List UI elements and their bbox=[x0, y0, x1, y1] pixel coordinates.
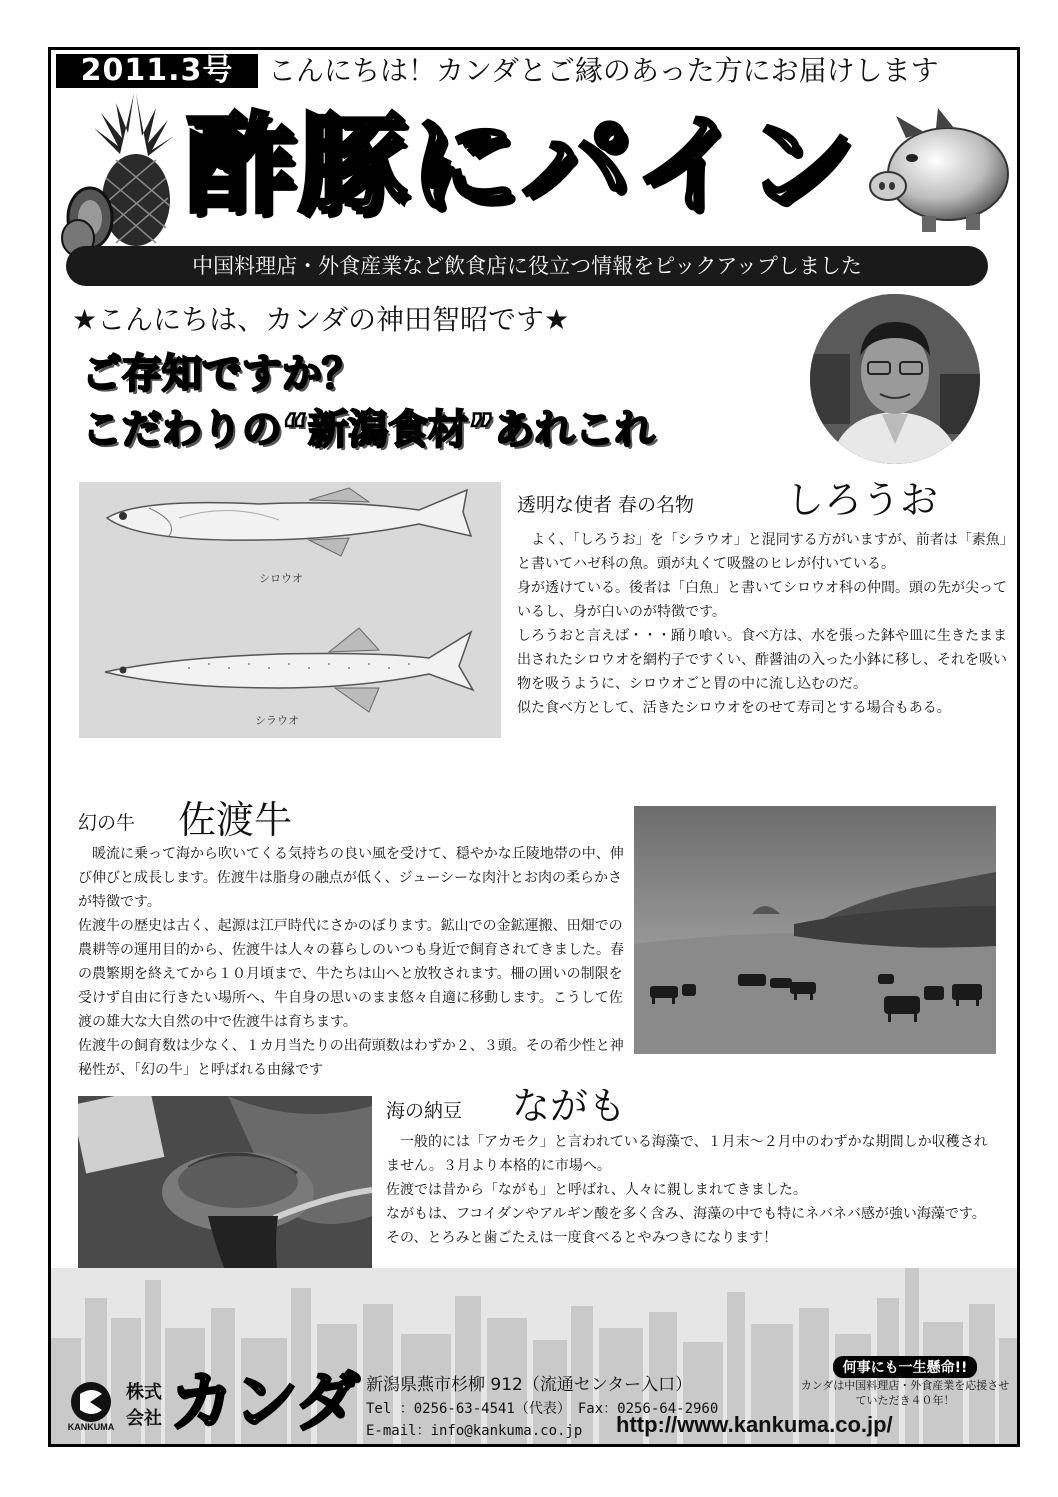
nagamo-title: ながも bbox=[512, 1084, 627, 1128]
shirouo-subtitle: 透明な使者 春の名物 bbox=[517, 494, 695, 516]
headline-2: こだわりの“新潟食材”あれこれ bbox=[82, 407, 655, 453]
kankuma-logo-text: KANKUMA bbox=[67, 1422, 115, 1432]
sadogyu-subtitle: 幻の牛 bbox=[78, 812, 136, 834]
newsletter-title: 酢豚にパイン bbox=[186, 103, 859, 228]
shirouo-paragraph: 身が透けている。後者は「白魚」と書いてシロウオ科の仲間。頭の先が尖っているし、身が白いのが特徴です。 bbox=[517, 580, 1007, 620]
fish-illustration bbox=[79, 482, 501, 738]
company-url-link[interactable]: http://www.kankuma.co.jp/ bbox=[616, 1412, 893, 1437]
fish-label-shirouo: シロウオ bbox=[259, 572, 303, 585]
sadogyu-paragraph: 暖流に乗って海から吹いてくる気持ちの良い風を受けて、穏やかな丘陵地帯の中、伸び伸びと成長します。佐渡牛は脂身の融点が低く、ジューシーな肉汁とお肉の柔らかさが特徴です。 bbox=[78, 846, 624, 910]
company-phone-fax: Tel ：0256-63-4541（代表） Fax：0256-64-2960 bbox=[366, 1401, 719, 1417]
shirouo-title: しろうお bbox=[786, 478, 939, 522]
cattle-photo bbox=[634, 806, 996, 1054]
headline-1: ご存知ですか？ bbox=[82, 351, 362, 397]
nagamo-photo bbox=[78, 1096, 372, 1276]
nagamo-paragraph: 一般的には「アカモク」と言われている海藻で、１月末～２月中のわずかな期間しか収穫されません。３月より本格的に市場へ。 bbox=[386, 1134, 988, 1174]
kabushiki-label: 株式 bbox=[126, 1382, 162, 1403]
shirouo-body bbox=[517, 528, 1007, 720]
sadogyu-paragraph: 佐渡牛の歴史は古く、起源は江戸時代にさかのぼります。鉱山での金鉱運搬、田畑での農耕等の運用目的から、佐渡牛は人々の暮らしのいつも身近で飼育されてきました。春の農繁期を終えてから１０月頃まで、牛たちは山へと放牧されます。柵の囲いの制限を受けず自由に行きたい場所へ、牛自身の思いのまま悠々自適に移動します。こうして佐渡の雄大な大自然の中で佐渡牛は育ちます。 bbox=[78, 918, 624, 1030]
subtitle-bar: 中国料理店・外食産業など飲食店に役立つ情報をピックアップしました bbox=[66, 246, 988, 286]
sadogyu-paragraph: 佐渡牛の飼育数は少なく、１カ月当たりの出荷頭数はわずか２、３頭。その希少性と神秘性が、「幻の牛」と呼ばれる由縁です bbox=[78, 1038, 624, 1078]
nagamo-paragraph: ながもは、フコイダンやアルギン酸を多く含み、海藻の中でも特にネバネバ感が強い海藻です。 bbox=[386, 1206, 986, 1222]
company-name: カンダ bbox=[170, 1366, 360, 1440]
intro-line: ★こんにちは、カンダの神田智昭です★ bbox=[72, 303, 570, 336]
shirouo-paragraph: しろうおと言えば・・・踊り喰い。食べ方は、水を張った鉢や皿に生きたまま出されたシロウオを網杓子ですくい、酢醤油の入った小鉢に移し、それを吸い物を吸うように、シロウオごと胃の中に流し込むのだ。 bbox=[517, 628, 1007, 692]
company-email[interactable] bbox=[366, 1420, 582, 1442]
nagamo-paragraph: その、とろみと歯ごたえは一度食べるとやみつきになります！ bbox=[386, 1230, 778, 1246]
issue-badge: 2011.3号 bbox=[56, 54, 258, 88]
nagamo-paragraph: 佐渡では昔から「ながも」と呼ばれ、人々に親しまれてきました。 bbox=[386, 1182, 807, 1198]
shirouo-paragraph: 似た食べ方として、活きたシロウオをのせて寿司とする場合もある。 bbox=[517, 700, 951, 716]
motto-box bbox=[800, 1356, 1010, 1408]
fish-label-shirauo: シラウオ bbox=[255, 714, 299, 727]
greeting-line: こんにちは！カンダとご縁のあった方にお届けします bbox=[268, 54, 939, 87]
email-text[interactable]: E-mail：info@kankuma.co.jp bbox=[366, 1423, 583, 1439]
sadogyu-title: 佐渡牛 bbox=[178, 798, 293, 842]
shirouo-paragraph: よく、「しろうお」を「シラウオ」と混同する方がいますが、前者は「素魚」と書いてハゼ科の魚。頭が丸くて吸盤のヒレが付いている。 bbox=[517, 532, 1007, 572]
kankuma-logo bbox=[62, 1378, 120, 1436]
motto-title: 何事にも一生懸命!! bbox=[833, 1356, 978, 1378]
pineapple-illustration bbox=[56, 88, 196, 258]
nagamo-subtitle: 海の納豆 bbox=[386, 1100, 463, 1122]
nagamo-body bbox=[386, 1130, 998, 1250]
pig-illustration bbox=[866, 108, 1016, 238]
kaisha-label: 会社 bbox=[126, 1408, 162, 1429]
company-address: 新潟県燕市杉柳 912（流通センター入口） bbox=[366, 1375, 693, 1395]
sadogyu-body bbox=[78, 842, 624, 1082]
author-photo bbox=[810, 294, 980, 464]
motto-subtext: カンダは中国料理店・外食産業を応援させていただき４０年！ bbox=[800, 1379, 1010, 1407]
